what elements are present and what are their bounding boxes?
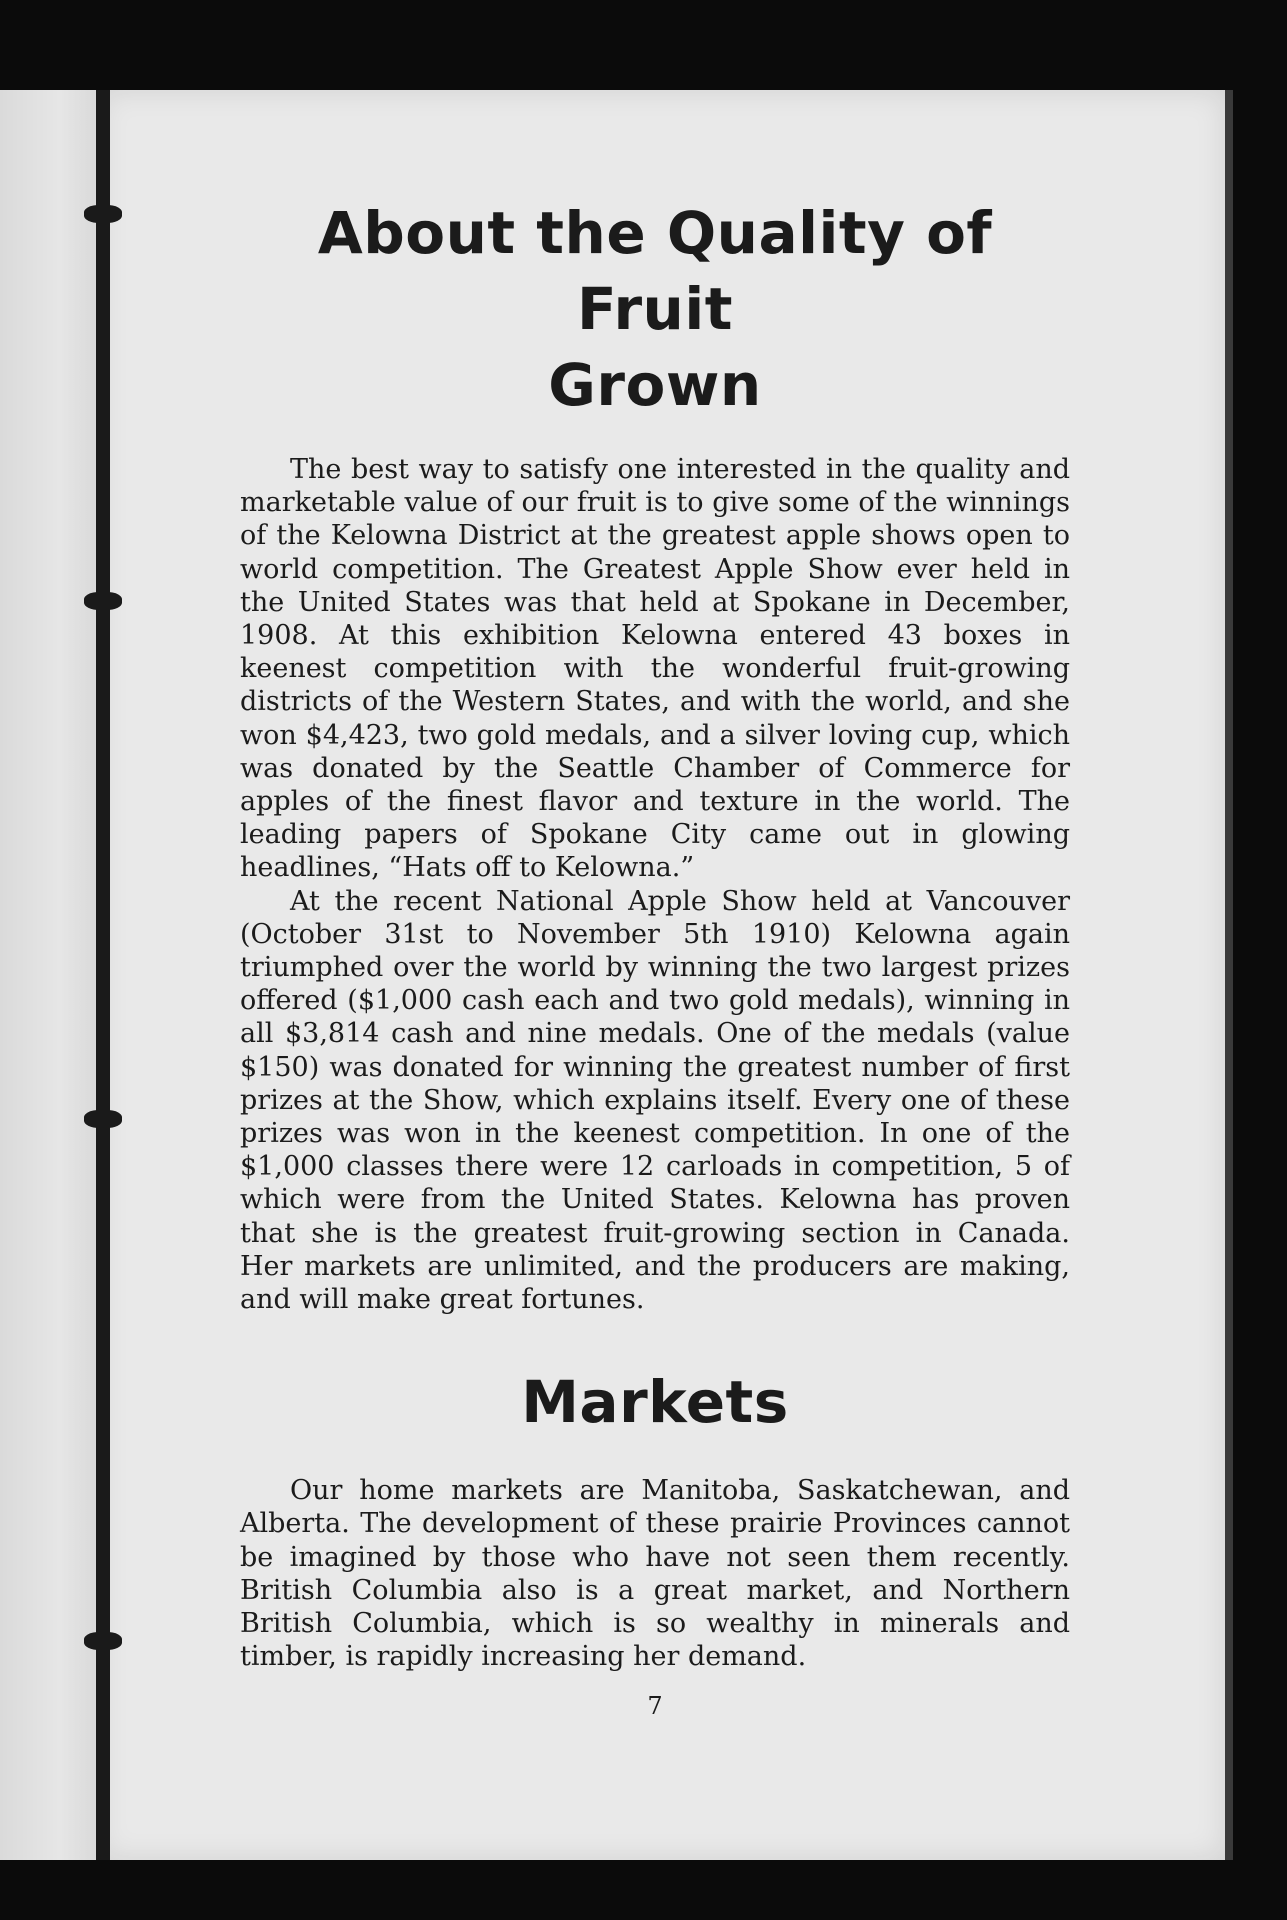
book-binding — [96, 90, 110, 1860]
binding-stitch — [84, 205, 122, 223]
page-right-edge — [1225, 90, 1233, 1860]
binding-stitch — [84, 592, 122, 610]
binding-stitch — [84, 1632, 122, 1650]
page-number: 7 — [647, 1691, 663, 1720]
paragraph-markets: Our home markets are Manitoba, Saskatchewan, and Alberta. The development of these prairie Provinces cannot be imagined by those who have not seen them recently. British Columbia also is a great market, and Northern British Columbia, which is so wealthy in minerals and timber, is rapidly increasing her demand. — [240, 1475, 1070, 1673]
page-title-line-2: Grown — [548, 351, 762, 419]
title-block — [240, 195, 1070, 423]
adjacent-page-edge — [0, 90, 100, 1860]
page-content — [240, 195, 1070, 1720]
paragraph-quality-2: At the recent National Apple Show held at Vancouver (October 31st to November 5th 1910) Kelowna again triumphed over the world by winning the two largest prizes offered ($1,000 cash each and two gold medals), winning in all $3,814 cash and nine medals. One of the medals (value $150) was donated for winning the greatest number of first prizes at the Show, which explains itself. Every one of these prizes was won in the keenest competition. In one of the $1,000 classes there were 12 carloads in competition, 5 of which were from the United States. Kelowna has proven that she is the greatest fruit-growing section in Canada. Her markets are unlimited, and the producers are making, and will make great fortunes. — [240, 885, 1070, 1316]
markets-heading: Markets — [521, 1368, 789, 1437]
paragraph-quality-1: The best way to satisfy one interested in the quality and marketable value of our fruit is to give some of the winnings of the Kelowna District at the greatest apple shows open to world competition. The Greatest Apple Show ever held in the United States was that held at Spokane in December, 1908. At this exhibition Kelowna entered 43 boxes in keenest competition with the wonderful fruit-growing districts of the Western States, and with the world, and she won $4,423, two gold medals, and a silver loving cup, which was donated by the Seattle Chamber of Commerce for apples of the finest flavor and texture in the world. The leading papers of Spokane City came out in glowing headlines, “Hats off to Kelowna.” — [240, 454, 1070, 884]
binding-stitch — [84, 1110, 122, 1128]
page-title-line-1: About the Quality of Fruit — [317, 199, 993, 343]
